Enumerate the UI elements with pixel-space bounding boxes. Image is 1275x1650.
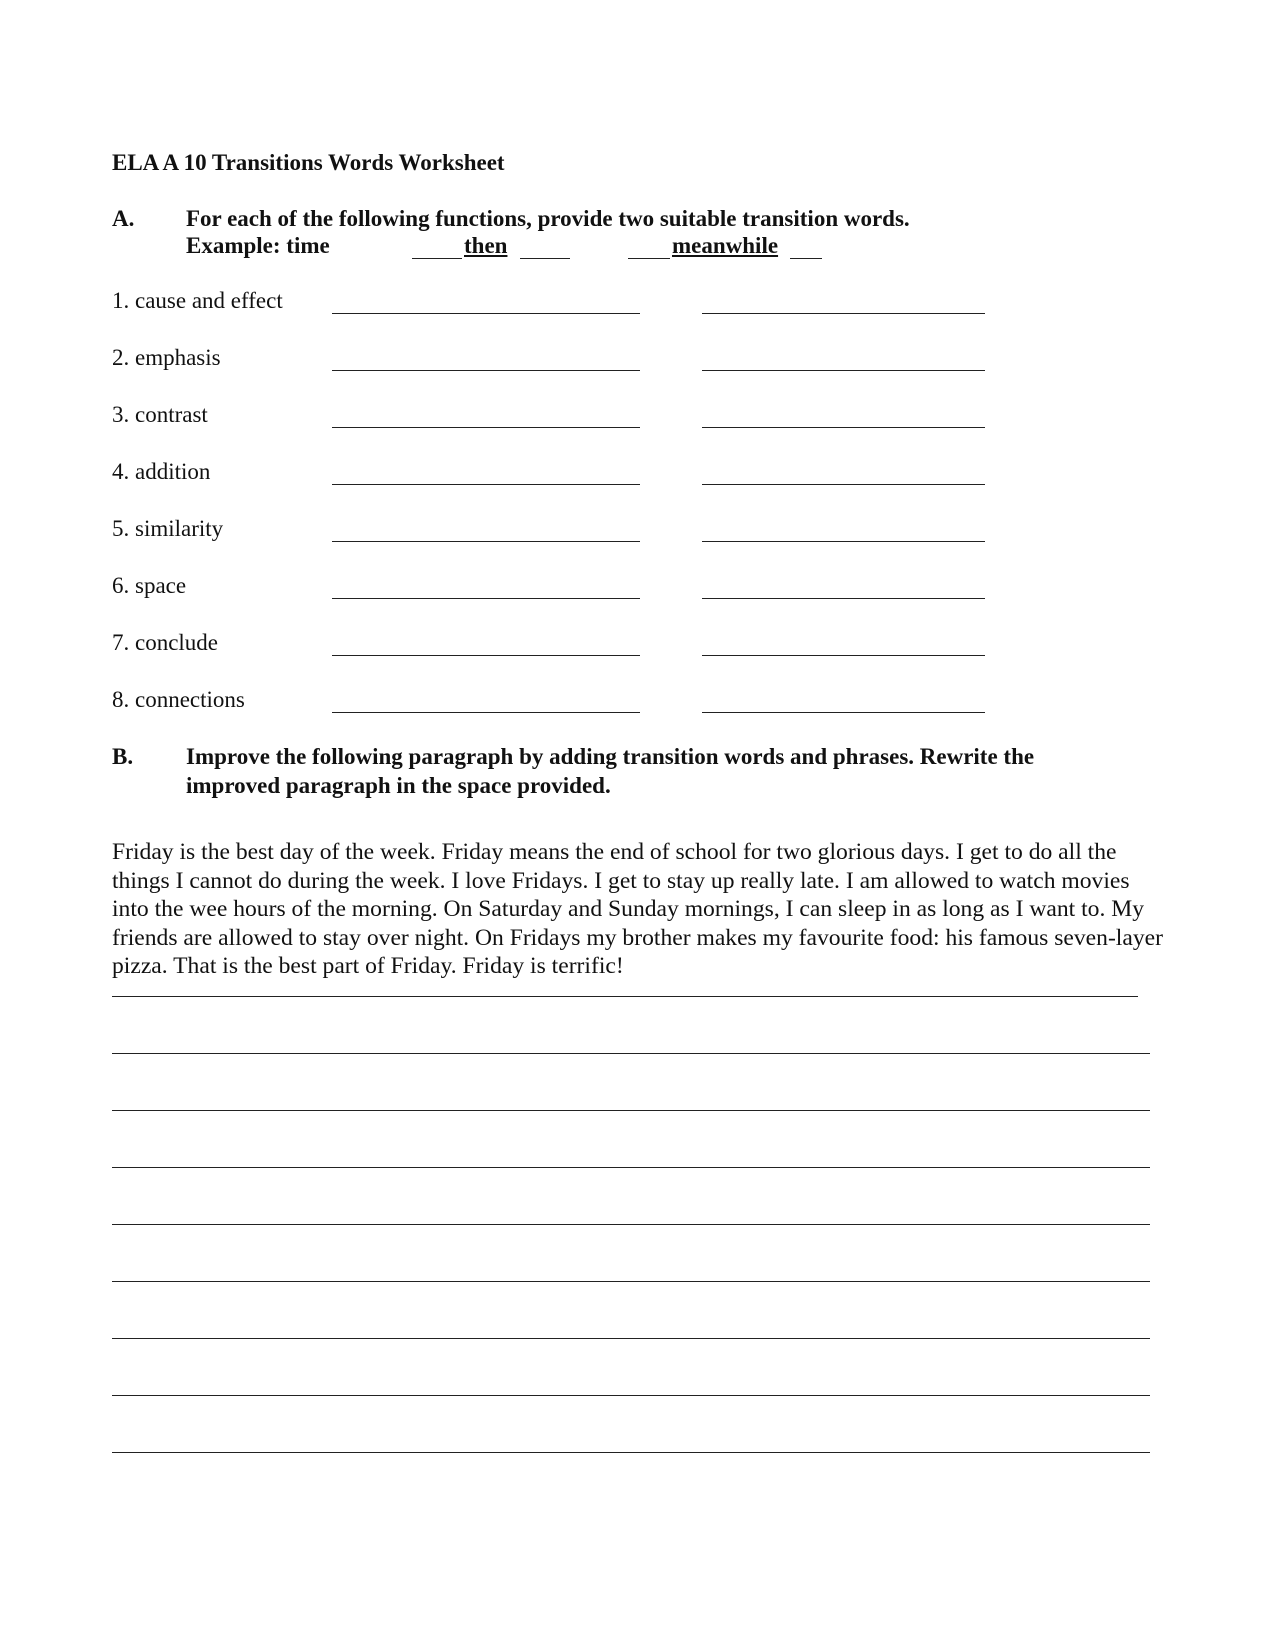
writing-line-3[interactable]: [112, 1110, 1150, 1111]
section-b-instruction-line1: Improve the following paragraph by adding transition words and phrases. Rewrite the: [186, 744, 1035, 769]
example-answer-then: then: [464, 233, 508, 258]
answer-blank-1a[interactable]: [332, 313, 640, 314]
writing-line-2[interactable]: [112, 1053, 1150, 1054]
example-underline-trail-1: [520, 258, 570, 259]
item-label: 7. conclude: [112, 630, 219, 655]
answer-blank-8a[interactable]: [332, 712, 640, 713]
source-paragraph: Friday is the best day of the week. Friday means the end of school for two glorious days. I get to do all the things I cannot do during the week. I love Fridays. I get to stay up really late. I am allowed to watch movies into the wee hours of the morning. On Saturday and Sunday mornings, I can sleep in as long as I want to. My friends are allowed to stay over night. On Fridays my brother makes my favourite food: his famous seven-layer pizza. That is the best part of Friday. Friday is terrific!: [112, 839, 1163, 980]
example-label: Example: time: [186, 233, 330, 258]
item-label: 3. contrast: [112, 402, 208, 427]
answer-blank-3b[interactable]: [702, 427, 985, 428]
item-label: 4. addition: [112, 459, 211, 484]
writing-line-8[interactable]: [112, 1395, 1150, 1396]
writing-line-7[interactable]: [112, 1338, 1150, 1339]
section-b-instruction-line2: improved paragraph in the space provided.: [186, 773, 611, 798]
answer-blank-5b[interactable]: [702, 541, 985, 542]
item-label: 2. emphasis: [112, 345, 221, 370]
section-a-letter: A.: [112, 206, 135, 231]
answer-blank-6b[interactable]: [702, 598, 985, 599]
item-label: 1. cause and effect: [112, 288, 283, 313]
answer-blank-4b[interactable]: [702, 484, 985, 485]
writing-line-4[interactable]: [112, 1167, 1150, 1168]
section-b-letter: B.: [112, 744, 134, 769]
item-label: 8. connections: [112, 687, 245, 712]
answer-blank-8b[interactable]: [702, 712, 985, 713]
writing-line-5[interactable]: [112, 1224, 1150, 1225]
worksheet-title: ELA A 10 Transitions Words Worksheet: [112, 150, 505, 175]
section-a-instruction: For each of the following functions, provide two suitable transition words.: [186, 206, 910, 231]
item-label: 5. similarity: [112, 516, 224, 541]
example-underline-lead-1: [412, 258, 462, 259]
answer-blank-1b[interactable]: [702, 313, 985, 314]
writing-line-6[interactable]: [112, 1281, 1150, 1282]
writing-line-9[interactable]: [112, 1452, 1150, 1453]
answer-blank-6a[interactable]: [332, 598, 640, 599]
answer-blank-7b[interactable]: [702, 655, 985, 656]
answer-blank-2a[interactable]: [332, 370, 640, 371]
answer-blank-3a[interactable]: [332, 427, 640, 428]
answer-blank-7a[interactable]: [332, 655, 640, 656]
answer-blank-4a[interactable]: [332, 484, 640, 485]
example-underline-trail-2: [790, 258, 822, 259]
example-underline-lead-2: [628, 258, 670, 259]
answer-blank-5a[interactable]: [332, 541, 640, 542]
answer-blank-2b[interactable]: [702, 370, 985, 371]
example-answer-meanwhile: meanwhile: [672, 233, 779, 258]
item-label: 6. space: [112, 573, 187, 598]
writing-line-1[interactable]: [112, 996, 1138, 997]
